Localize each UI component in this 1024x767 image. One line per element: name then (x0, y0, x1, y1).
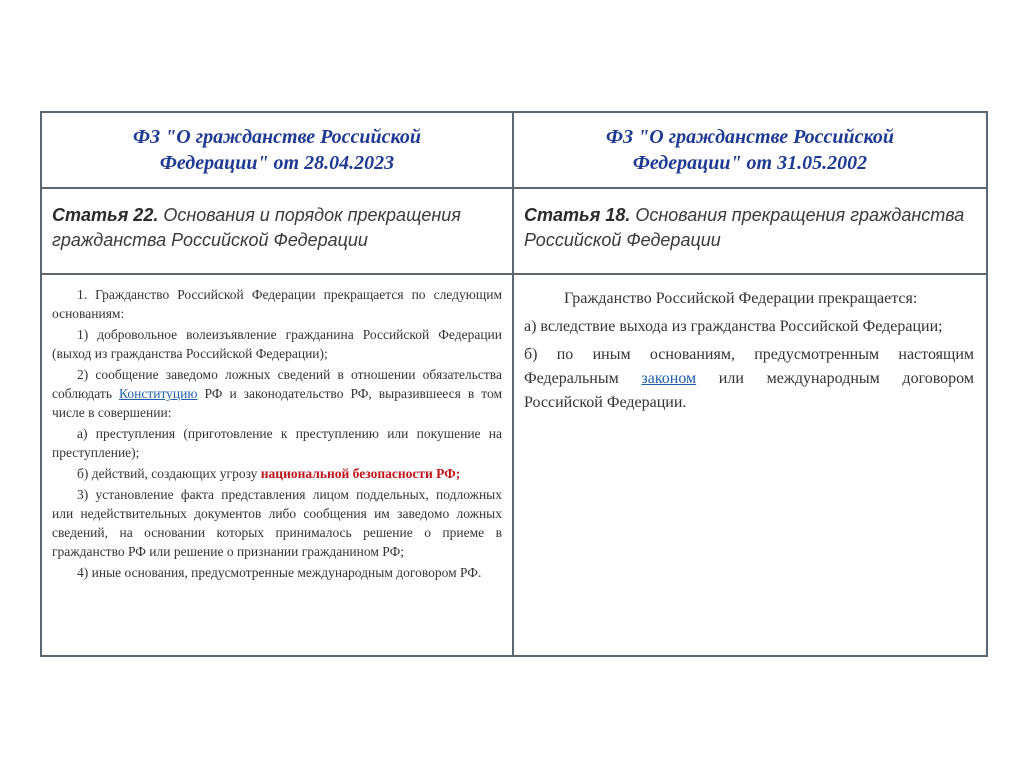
right-paragraph-1: Гражданство Российской Федерации прекращается: (564, 290, 918, 307)
header-row (41, 112, 987, 188)
right-paragraph-3-text-b: или международным договором Российской Федерации. (524, 370, 974, 411)
left-paragraph-3 (52, 365, 502, 422)
header-left-line1: ФЗ "О гражданстве Российской (132, 126, 422, 148)
body-row (41, 274, 987, 656)
left-paragraph-2: 1) добровольное волеизъявление гражданина Российской Федерации (выход из гражданства Российской Федерации); (52, 327, 502, 361)
national-security-highlight: национальной безопасности РФ; (260, 466, 461, 481)
article-right-number: Статья 18. (524, 205, 631, 225)
federal-law-link[interactable]: законом (641, 370, 697, 387)
body-right-cell (513, 274, 987, 656)
right-paragraph-3 (524, 343, 974, 415)
article-right-title: Основания прекращения гражданства Российской Федерации (524, 205, 965, 250)
left-paragraph-4: а) преступления (приготовление к преступлению или покушение на преступление); (52, 426, 502, 460)
left-paragraph-3-text-b: РФ и законодательство РФ, выразившееся в том числе в совершении: (52, 386, 503, 420)
left-paragraph-5 (52, 464, 502, 483)
constitution-link[interactable]: Конституцию (119, 386, 198, 401)
header-right-cell (513, 112, 987, 188)
header-left-line2: Федерации" от 28.04.2023 (159, 152, 395, 174)
header-right-line2: Федерации" от 31.05.2002 (632, 152, 868, 174)
left-paragraph-3-text-a: 2) сообщение заведомо ложных сведений в отношении обязательства соблюдать (52, 367, 502, 401)
left-paragraph-7: 4) иные основания, предусмотренные международным договором РФ. (77, 565, 482, 580)
header-left-cell (41, 112, 513, 188)
article-left-title: Основания и порядок прекращения гражданства Российской Федерации (52, 205, 461, 250)
article-left-cell (41, 188, 513, 274)
article-left-number: Статья 22. (52, 205, 159, 225)
left-paragraph-5-text: б) действий, создающих угрозу (77, 466, 261, 481)
article-right-cell (513, 188, 987, 274)
right-paragraph-3-text-a: б) по иным основаниям, предусмотренным настоящим Федеральным (524, 346, 974, 387)
right-paragraph-2: а) вследствие выхода из гражданства Российской Федерации; (524, 318, 943, 335)
header-right-line1: ФЗ "О гражданстве Российской (605, 126, 895, 148)
left-paragraph-6: 3) установление факта представления лицом поддельных, подложных или недействительных документов либо сообщения им заведомо ложных сведений, на основании которых принималось решение о приеме в гражданство РФ или решение о признании гражданином РФ; (52, 487, 502, 559)
body-left-cell (41, 274, 513, 656)
article-row (41, 188, 987, 274)
comparison-table (40, 111, 988, 657)
left-paragraph-1: 1. Гражданство Российской Федерации прекращается по следующим основаниям: (52, 287, 502, 321)
